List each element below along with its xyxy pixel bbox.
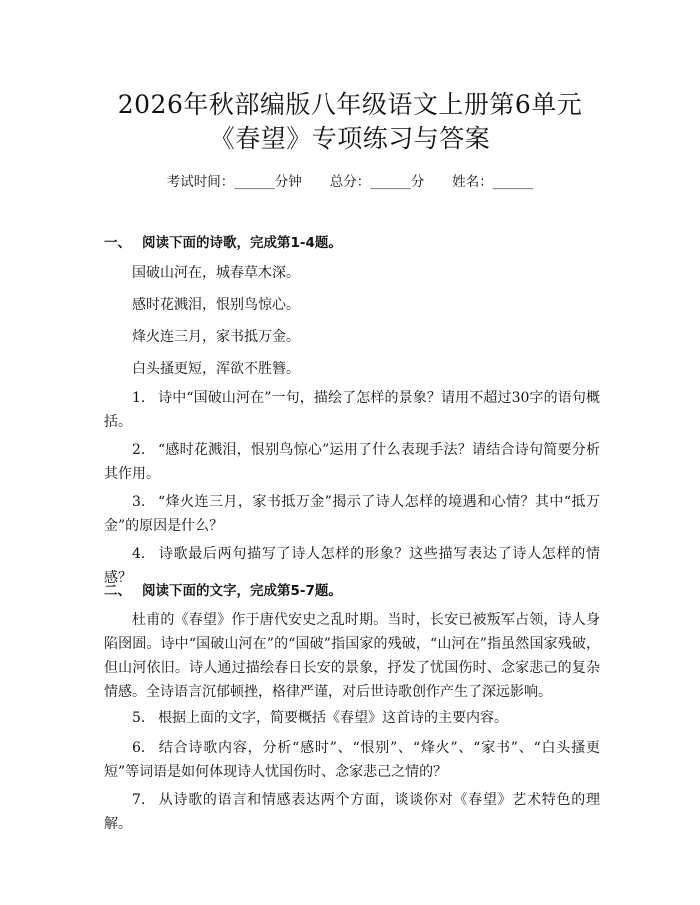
poem-line-3: 烽火连三月，家书抵万金。 <box>132 329 300 345</box>
reading-passage: 杜甫的《春望》作于唐代安史之乱时期。当时，长安已被叛军占领，诗人身陷囹圄。诗中“国破山河在”的“国破”指国家的残破，“山河在”指虽然国家残破，但山河依旧。诗人通过描绘春日长安的景象，抒发了忧国伤时、念家悲己的复杂情感。全诗语言沉郁顿挫，格律严谨，对后世诗歌创作产生了深远影响。 <box>104 612 600 700</box>
section-2-heading <box>104 579 342 599</box>
question-3 <box>104 490 600 538</box>
section-2-title: 阅读下面的文字，完成第5-7题。 <box>142 583 342 599</box>
page-title-line2: 《春望》专项练习与答案 <box>209 124 491 153</box>
question-7 <box>104 788 600 836</box>
question-5-text: 根据上面的文字，简要概括《春望》这首诗的主要内容。 <box>158 710 508 726</box>
question-5 <box>104 706 600 730</box>
poem-line-2: 感时花溅泪，恨别鸟惊心。 <box>132 297 300 313</box>
name-field: 姓名：______ <box>452 174 534 190</box>
section-2-number: 二、 <box>104 583 131 599</box>
question-6 <box>104 736 600 784</box>
question-1-number: 1. <box>132 390 146 406</box>
question-1-text: 诗中“国破山河在”一句，描绘了怎样的景象？请用不超过30字的语句概括。 <box>104 390 600 430</box>
poem-line-4: 白头搔更短，浑欲不胜簪。 <box>132 361 300 377</box>
question-3-text: “烽火连三月，家书抵万金”揭示了诗人怎样的境遇和心情？其中“抵万金”的原因是什么？ <box>104 494 600 534</box>
question-2-text: “感时花溅泪，恨别鸟惊心”运用了什么表现手法？请结合诗句简要分析其作用。 <box>104 442 600 482</box>
question-2-number: 2. <box>132 442 146 458</box>
page-title-line1: 2026年秋部编版八年级语文上册第6单元 <box>117 90 583 119</box>
question-3-number: 3. <box>132 494 146 510</box>
section-1-number: 一、 <box>104 235 131 251</box>
section-1-heading <box>104 231 342 251</box>
section-1-title: 阅读下面的诗歌，完成第1-4题。 <box>142 235 342 251</box>
exam-meta <box>0 170 700 190</box>
question-6-text: 结合诗歌内容，分析“感时”、“恨别”、“烽火”、“家书”、“白头搔更短”等词语是如何体现诗人忧国伤时、念家悲己之情的？ <box>104 740 600 780</box>
question-7-text: 从诗歌的语言和情感表达两个方面，谈谈你对《春望》艺术特色的理解。 <box>104 792 600 832</box>
question-4-number: 4. <box>132 546 146 562</box>
question-5-number: 5. <box>132 710 146 726</box>
question-2 <box>104 438 600 486</box>
question-7-number: 7. <box>132 792 146 808</box>
poem-line-1: 国破山河在，城春草木深。 <box>132 265 300 281</box>
question-6-number: 6. <box>132 740 146 756</box>
score-field: 总分：______分 <box>329 174 425 190</box>
exam-time-field: 考试时间：______分钟 <box>166 174 302 190</box>
question-4-text: 诗歌最后两句描写了诗人怎样的形象？这些描写表达了诗人怎样的情感？ <box>104 546 600 586</box>
question-1 <box>104 386 600 434</box>
